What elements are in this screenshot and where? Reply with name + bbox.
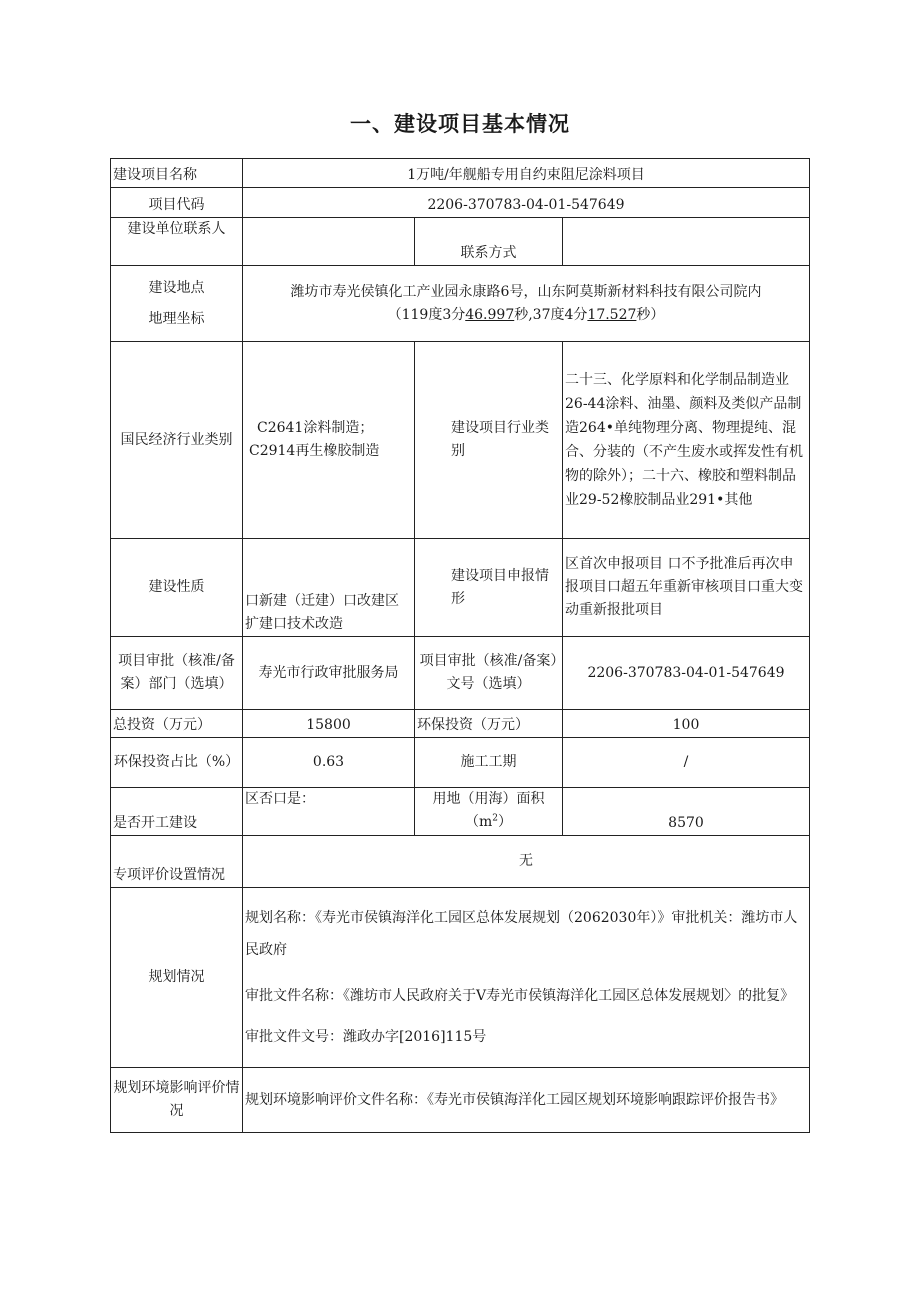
label-approval-dept: 项目审批（核准/备案）部门（选填） xyxy=(111,637,243,710)
value-project-code: 2206-370783-04-01-547649 xyxy=(243,188,810,218)
label-location-cell xyxy=(111,266,243,342)
label-total-investment: 总投资（万元） xyxy=(111,710,243,738)
label-contact-method: 联系方式 xyxy=(415,218,563,266)
row-location xyxy=(111,266,810,342)
value-special-evaluation: 无 xyxy=(243,836,810,888)
label-special-evaluation: 专项评价设置情况 xyxy=(111,836,243,888)
value-started: 区否口是： xyxy=(243,788,415,836)
value-address: 潍坊市寿光侯镇化工产业园永康路6号，山东阿莫斯新材料科技有限公司院内 xyxy=(290,283,762,300)
label-industry: 国民经济行业类别 xyxy=(111,342,243,539)
label-project-industry: 建设项目行业类别 xyxy=(415,342,563,539)
value-industry-line2: C2914再生橡胶制造 xyxy=(249,443,380,459)
row-ratio xyxy=(111,738,810,788)
row-contact xyxy=(111,218,810,266)
label-env-ratio: 环保投资占比（%） xyxy=(111,738,243,788)
label-nature: 建设性质 xyxy=(111,539,243,637)
label-construction-period: 施工工期 xyxy=(415,738,563,788)
plan-approval-doc-name: 审批文件名称：《潍坊市人民政府关于V寿光市侯镇海洋化工园区总体发展规划〉的批复》 xyxy=(245,987,795,1004)
value-contact-method xyxy=(563,218,810,266)
value-project-industry: 二十三、化学原料和化学制品制造业26-44涂料、油墨、颜料及类似产品制造264•单纯物理分离、物理提纯、混合、分装的（不产生废水或挥发性有机物的除外）；二十六、橡胶和塑料制品业29-52橡胶制品业291•其他 xyxy=(563,342,810,539)
coord-seconds-2: 17.527 xyxy=(587,306,637,323)
value-project-name: 1万吨/年舰船专用自约束阻尼涂料项目 xyxy=(243,159,810,188)
plan-approval-doc-no: 审批文件文号：潍政办字[2016]115号 xyxy=(245,1028,487,1045)
plan-name: 规划名称：《寿光市侯镇海洋化工园区总体发展规划（2062030年）》审批机关：潍坊市人民政府 xyxy=(245,909,798,958)
value-env-ratio: 0.63 xyxy=(243,738,415,788)
value-construction-period: / xyxy=(563,738,810,788)
row-nature xyxy=(111,539,810,637)
label-plan: 规划情况 xyxy=(111,888,243,1068)
label-project-code: 项目代码 xyxy=(111,188,243,218)
value-approval-doc: 2206-370783-04-01-547649 xyxy=(563,637,810,710)
row-started xyxy=(111,788,810,836)
label-approval-doc: 项目审批（核准/备案）文号（选填） xyxy=(415,637,563,710)
row-approval xyxy=(111,637,810,710)
row-project-name xyxy=(111,159,810,188)
value-env-investment: 100 xyxy=(563,710,810,738)
row-project-code xyxy=(111,188,810,218)
label-env-investment: 环保投资（万元） xyxy=(415,710,563,738)
project-info-table xyxy=(110,158,810,1133)
value-industry-cell xyxy=(243,342,415,539)
value-contact-person xyxy=(243,218,415,266)
label-location: 建设地点 xyxy=(148,279,205,296)
label-land-area: 用地（用海）面积$(m^2)$ xyxy=(415,788,563,836)
label-started: 是否开工建设 xyxy=(111,788,243,836)
label-project-name: 建设项目名称 xyxy=(111,159,243,188)
value-industry-line1: C2641涂料制造； xyxy=(257,420,374,436)
row-investment xyxy=(111,710,810,738)
value-plan-cell xyxy=(243,888,810,1068)
value-total-investment: 15800 xyxy=(243,710,415,738)
label-coordinates: 地理坐标 xyxy=(148,310,205,327)
value-coordinates: （119度3分46.997秒,37度4分17.527秒） xyxy=(387,306,665,323)
coord-seconds-1: 46.997 xyxy=(465,306,515,323)
value-nature: 口新建（迁建）口改建区扩建口技术改造 xyxy=(243,539,415,637)
value-land-area: 8570 xyxy=(563,788,810,836)
value-approval-dept: 寿光市行政审批服务局 xyxy=(243,637,415,710)
row-plan xyxy=(111,888,810,1068)
row-plan-env xyxy=(111,1068,810,1133)
label-plan-env: 规划环境影响评价情况 xyxy=(111,1068,243,1133)
value-plan-env: 规划环境影响评价文件名称：《寿光市侯镇海洋化工园区规划环境影响跟踪评价报告书》 xyxy=(243,1068,810,1133)
label-contact-person: 建设单位联系人 xyxy=(111,218,243,266)
value-location-cell xyxy=(243,266,810,342)
row-industry xyxy=(111,342,810,539)
row-special xyxy=(111,836,810,888)
label-report-type: 建设项目申报情形 xyxy=(415,539,563,637)
value-report-type: 区首次申报项目 口不予批准后再次申报项目口超五年重新审核项目口重大变动重新报批项目 xyxy=(563,539,810,637)
page-title: 一、建设项目基本情况 xyxy=(350,112,570,136)
